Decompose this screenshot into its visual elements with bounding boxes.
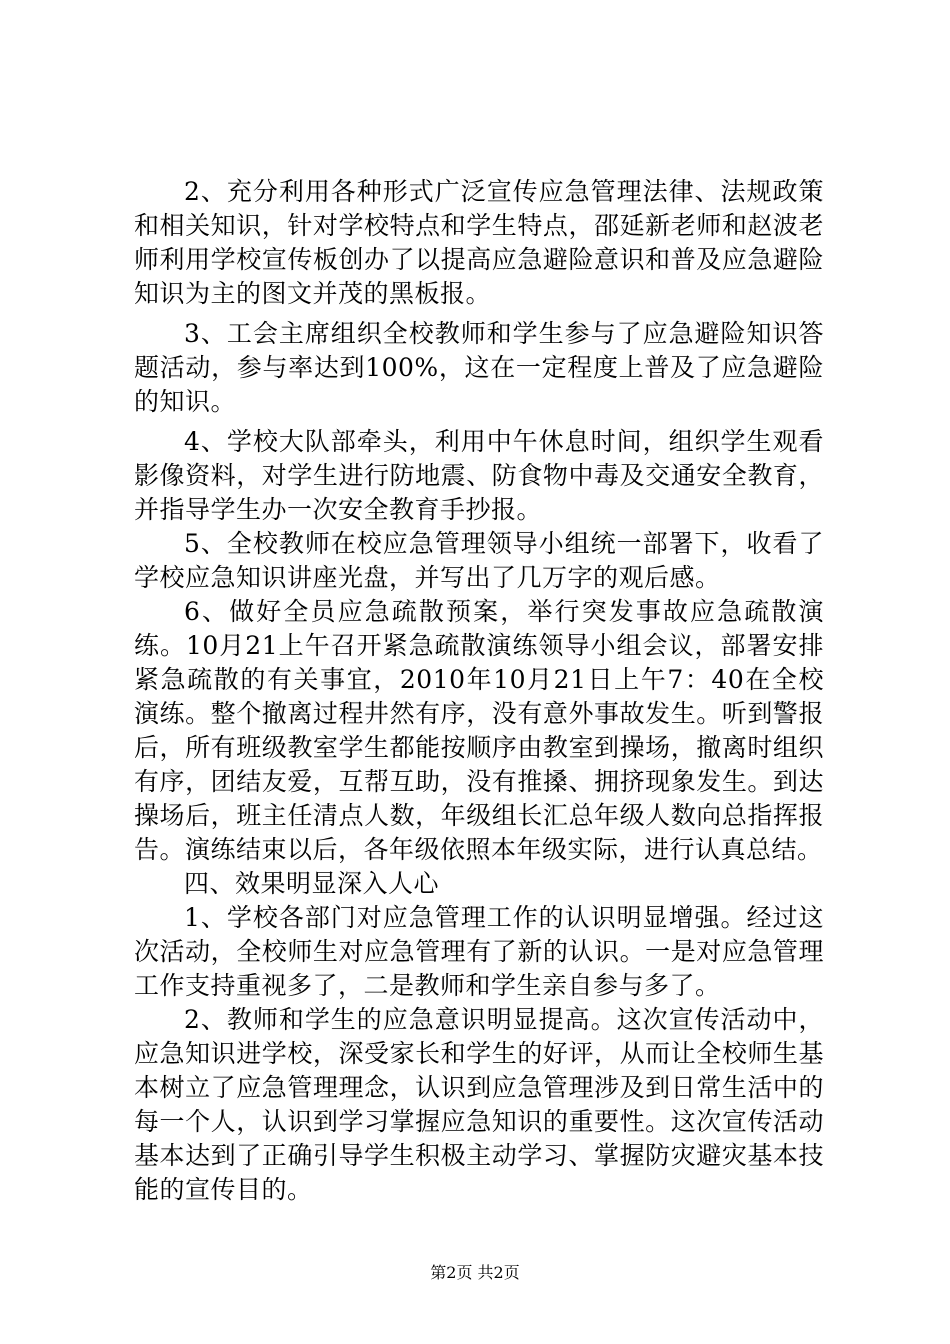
page-footer <box>0 1263 950 1283</box>
paragraph-item-3: 3、工会主席组织全校教师和学生参与了应急避险知识答题活动，参与率达到100%，这在一定程度上普及了应急避险的知识。 <box>134 319 824 416</box>
document-body <box>134 175 824 1207</box>
page-number: 第2页 共2页 <box>430 1263 520 1282</box>
paragraph-item-5: 5、全校教师在校应急管理领导小组统一部署下，收看了学校应急知识讲座光盘，并写出了几万字的观后感。 <box>134 529 824 592</box>
paragraph-item-6: 6、做好全员应急疏散预案，举行突发事故应急疏散演练。10月21上午召开紧急疏散演练领导小组会议，部署安排紧急疏散的有关事宜，2010年10月21日上午7：40在全校演练。整个撤离过程井然有序，没有意外事故发生。听到警报后，所有班级教室学生都能按顺序由教室到操场，撤离时组织有序，团结友爱，互帮互助，没有推搡、拥挤现象发生。到达操场后，班主任清点人数，年级组长汇总年级人数向总指挥报告。演练结束以后，各年级依照本年级实际，进行认真总结。 <box>134 597 824 864</box>
paragraph-item-2: 2、充分利用各种形式广泛宣传应急管理法律、法规政策和相关知识，针对学校特点和学生特点，邵延新老师和赵波老师利用学校宣传板创办了以提高应急避险意识和普及应急避险知识为主的图文并茂的黑板报。 <box>134 177 824 308</box>
paragraph-item-4: 4、学校大队部牵头，利用中午休息时间，组织学生观看影像资料，对学生进行防地震、防食物中毒及交通安全教育，并指导学生办一次安全教育手抄报。 <box>134 427 824 524</box>
section-heading-4: 四、效果明显深入人心 <box>184 869 440 898</box>
paragraph-effect-2: 2、教师和学生的应急意识明显提高。这次宣传活动中，应急知识进学校，深受家长和学生的好评，从而让全校师生基本树立了应急管理理念，认识到应急管理涉及到日常生活中的每一个人，认识到学习掌握应急知识的重要性。这次宣传活动基本达到了正确引导学生积极主动学习、掌握防灾避灾基本技能的宣传目的。 <box>134 1005 824 1204</box>
paragraph-effect-1: 1、学校各部门对应急管理工作的认识明显增强。经过这次活动，全校师生对应急管理有了新的认识。一是对应急管理工作支持重视多了，二是教师和学生亲自参与多了。 <box>134 903 824 1000</box>
